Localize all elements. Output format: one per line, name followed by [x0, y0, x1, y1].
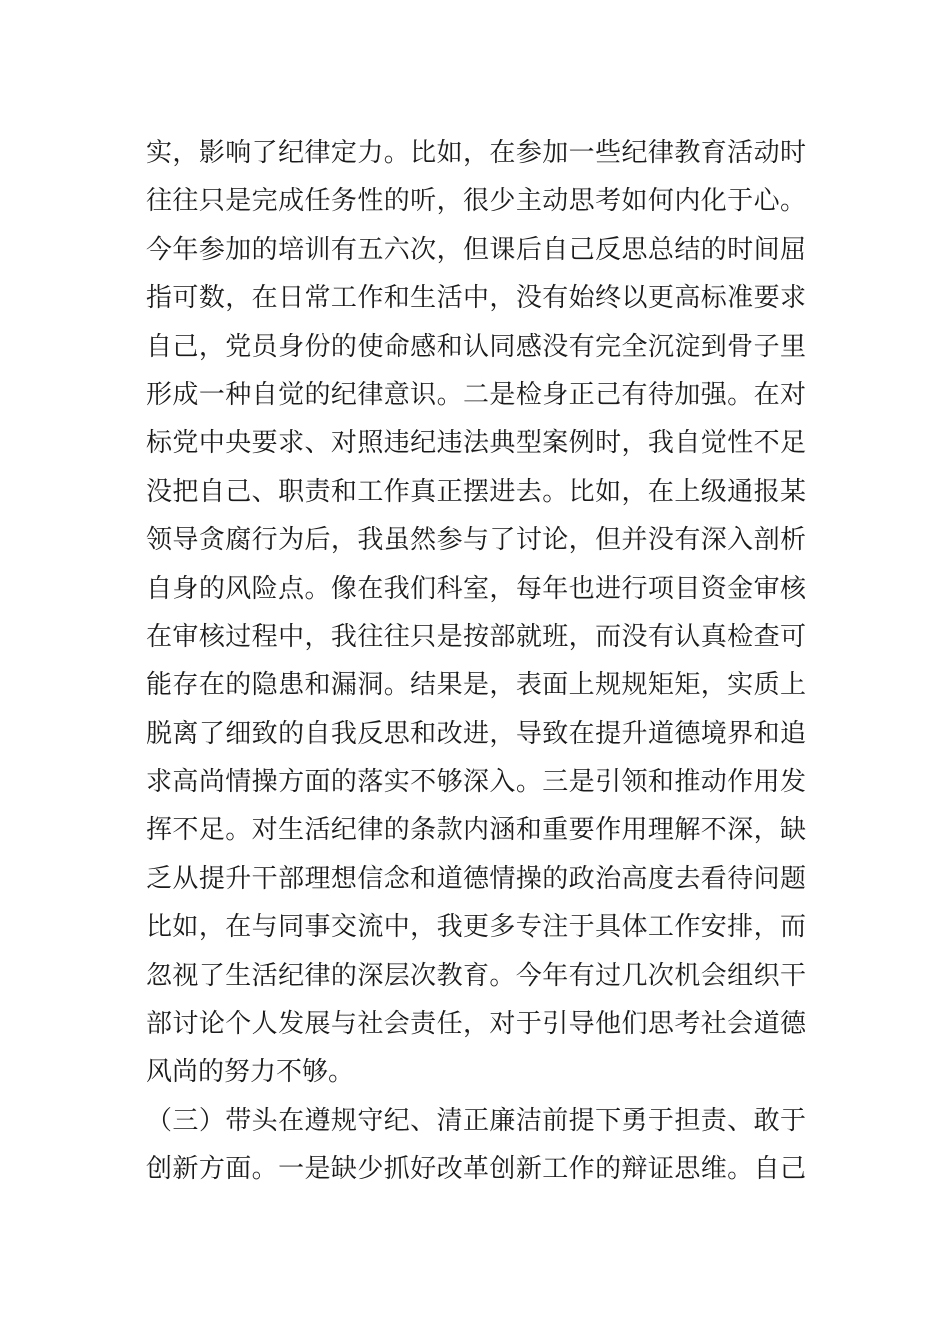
text-line: 形成一种自觉的纪律意识。二是检身正己有待加强。在对	[146, 379, 806, 410]
section-heading-line: （三）带头在遵规守纪、清正廉洁前提下勇于担责、敢于	[146, 1105, 806, 1136]
text-line: 今年参加的培训有五六次，但课后自己反思总结的时间屈	[146, 234, 806, 265]
text-line: 自身的风险点。像在我们科室，每年也进行项目资金审核	[146, 573, 806, 604]
text-line: 部讨论个人发展与社会责任，对于引导他们思考社会道德	[146, 1009, 806, 1040]
text-line: 自己，党员身份的使命感和认同感没有完全沉淀到骨子里	[146, 331, 806, 362]
text-line: 挥不足。对生活纪律的条款内涵和重要作用理解不深，缺	[146, 815, 806, 846]
text-line: 实，影响了纪律定力。比如，在参加一些纪律教育活动时	[146, 138, 806, 168]
text-line: 脱离了细致的自我反思和改进，导致在提升道德境界和追	[146, 718, 806, 749]
text-line: 比如，在与同事交流中，我更多专注于具体工作安排，而	[146, 912, 806, 943]
text-line: 求高尚情操方面的落实不够深入。三是引领和推动作用发	[146, 767, 806, 798]
text-line: 领导贪腐行为后，我虽然参与了讨论，但并没有深入剖析	[146, 525, 806, 556]
text-line: 能存在的隐患和漏洞。结果是，表面上规规矩矩，实质上	[146, 670, 806, 701]
text-line: 往往只是完成任务性的听，很少主动思考如何内化于心。	[146, 186, 806, 217]
text-line: 指可数，在日常工作和生活中，没有始终以更高标准要求	[146, 283, 806, 314]
text-line: 忽视了生活纪律的深层次教育。今年有过几次机会组织干	[146, 960, 806, 991]
text-line: 风尚的努力不够。	[146, 1057, 355, 1088]
text-line: 在审核过程中，我往往只是按部就班，而没有认真检查可	[146, 621, 806, 652]
text-line: 乏从提升干部理想信念和道德情操的政治高度去看待问题	[146, 863, 806, 894]
text-line: 创新方面。一是缺少抓好改革创新工作的辩证思维。自己	[146, 1154, 806, 1185]
body-text	[146, 129, 806, 1194]
text-line: 没把自己、职责和工作真正摆进去。比如，在上级通报某	[146, 476, 806, 507]
text-line: 标党中央要求、对照违纪违法典型案例时，我自觉性不足	[146, 428, 806, 459]
